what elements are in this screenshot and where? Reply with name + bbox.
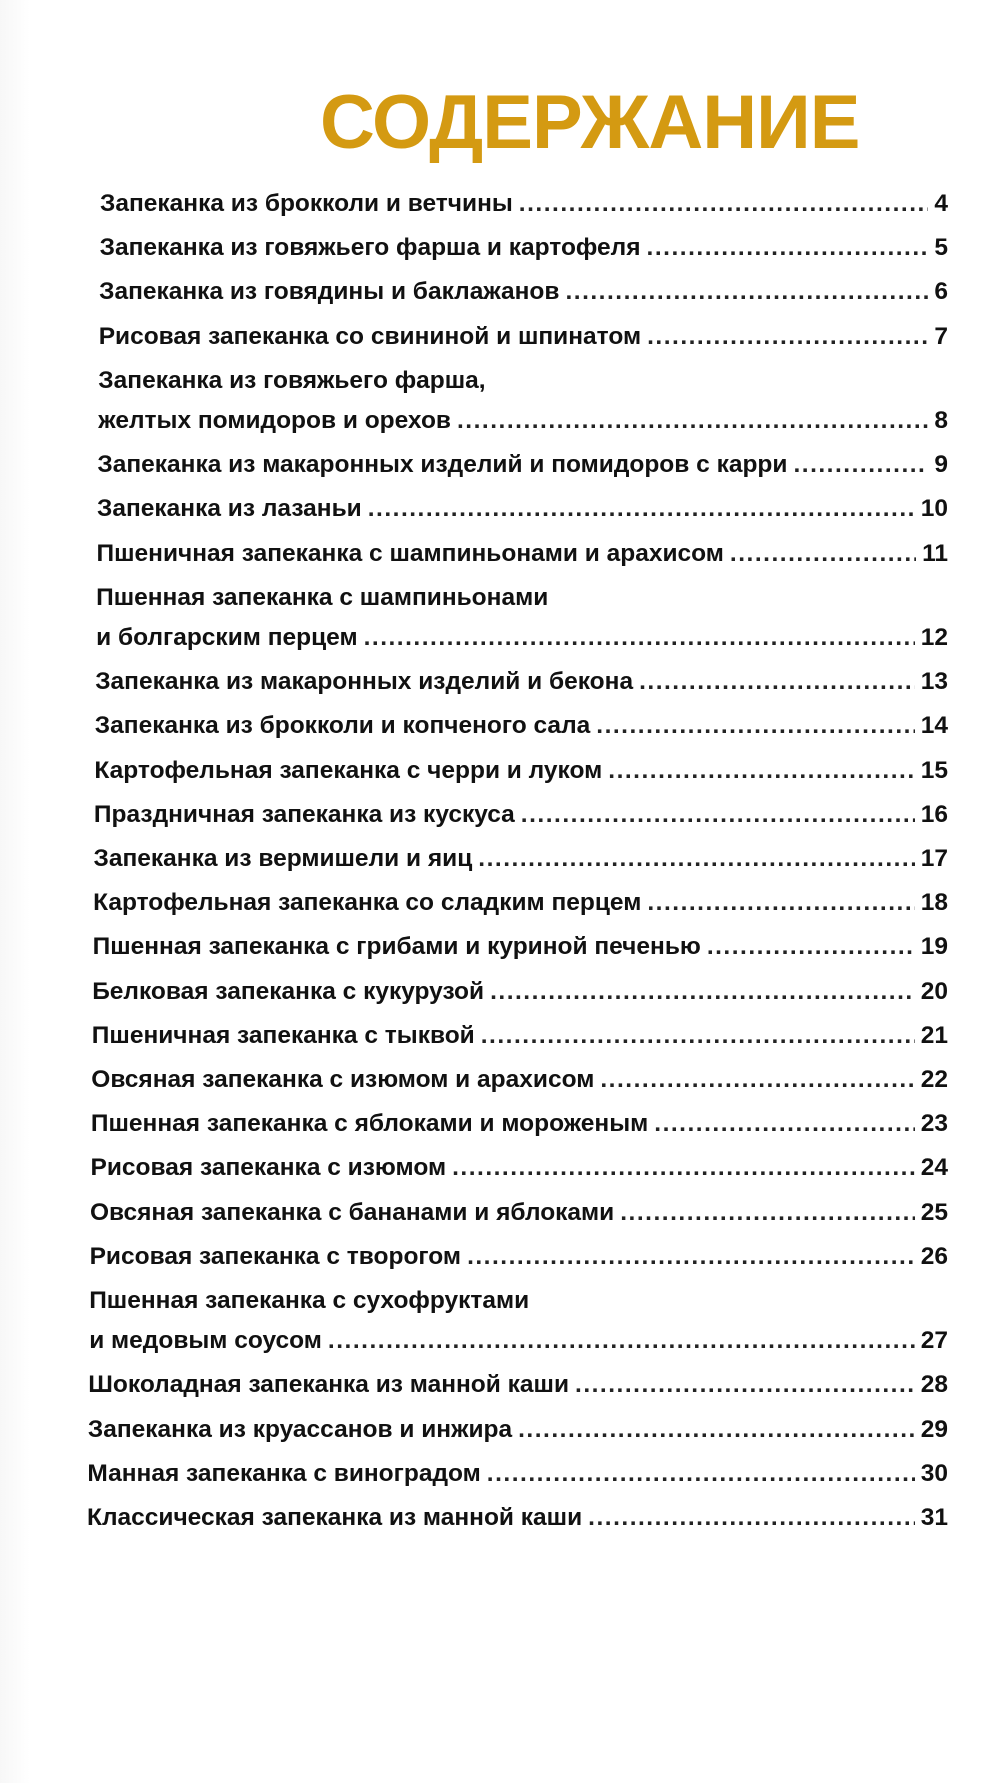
toc-entry-row <box>91 1060 948 1100</box>
toc-entry-title: Шоколадная запеканка из манной каши <box>88 1371 570 1399</box>
toc-entry <box>91 1060 948 1100</box>
toc-entry-title: Овсяная запеканка с изюмом и арахисом <box>91 1066 595 1093</box>
toc-entry-title: желтых помидоров и орехов <box>98 406 451 434</box>
toc-entry-row <box>88 1410 948 1450</box>
toc-entry-title: и болгарским перцем <box>96 623 358 651</box>
toc-entry-title: Запеканка из говядины и баклажанов <box>99 278 560 306</box>
toc-page-number: 25 <box>920 1198 948 1226</box>
toc-entry-title: Запеканка из брокколи и копченого сала <box>94 712 591 740</box>
toc-entry-row <box>93 883 948 923</box>
dot-leader <box>639 662 915 702</box>
toc-entry-row <box>91 1148 949 1188</box>
toc-entry-row <box>98 401 948 441</box>
toc-entry-row <box>90 1193 948 1233</box>
toc-page-number: 20 <box>920 977 948 1005</box>
toc-page-number: 22 <box>920 1066 948 1093</box>
dot-leader <box>457 401 928 441</box>
toc-page-number: 29 <box>920 1415 948 1443</box>
toc-page-number: 23 <box>920 1110 948 1138</box>
toc-entry-row <box>88 1365 948 1405</box>
toc-entry <box>97 534 949 574</box>
toc-entry-title: Запеканка из лазаньи <box>97 495 362 523</box>
toc-entry-title: Запеканка из круассанов и инжира <box>87 1415 513 1443</box>
toc-page-number: 30 <box>920 1459 948 1487</box>
toc-entry-row <box>100 228 948 268</box>
toc-entry-title: Запеканка из брокколи и ветчины <box>100 190 513 217</box>
dot-leader <box>487 1454 915 1494</box>
toc-page-number: 21 <box>920 1021 948 1049</box>
dot-leader <box>654 1104 914 1144</box>
toc-page-number: 27 <box>920 1327 948 1354</box>
toc-entry-row <box>93 927 948 967</box>
toc-entry-title: Картофельная запеканка с черри и луком <box>94 756 603 784</box>
dot-leader <box>707 927 915 967</box>
toc-entry <box>90 1237 948 1277</box>
toc-entry <box>91 1104 948 1144</box>
toc-page-number: 7 <box>934 322 948 350</box>
dot-leader <box>518 1410 915 1450</box>
toc-entry-row <box>100 184 948 224</box>
toc-entry-title: Запеканка из вермишели и яиц <box>93 845 473 872</box>
toc-entry-row <box>95 662 948 702</box>
toc-page-number: 10 <box>920 495 948 523</box>
dot-leader <box>730 534 916 574</box>
dot-leader <box>793 445 928 485</box>
toc-entry <box>96 578 948 658</box>
toc-entry-title-line: Пшенная запеканка с шампиньонами <box>96 583 549 611</box>
dot-leader <box>490 972 915 1012</box>
toc-page-number: 9 <box>934 451 948 479</box>
toc-entry-row <box>94 839 949 879</box>
toc-entry-title: Пшеничная запеканка с шампиньонами и арахисом <box>96 539 724 567</box>
toc-entry <box>98 361 948 441</box>
toc-entry <box>89 1281 948 1361</box>
dot-leader <box>565 272 928 312</box>
toc-entry <box>92 1016 948 1056</box>
toc-entry-title: Запеканка из макаронных изделий и помидоров с карри <box>97 451 788 479</box>
toc-entry <box>94 795 948 835</box>
toc-entry-title: Пшенная запеканка с яблоками и мороженым <box>90 1110 649 1138</box>
toc-entry <box>94 751 948 791</box>
toc-entry <box>93 927 948 967</box>
toc-page-number: 26 <box>920 1242 948 1270</box>
toc-entry-title: Картофельная запеканка со сладким перцем <box>93 889 642 917</box>
toc-page-number: 16 <box>920 800 948 828</box>
toc-entry-row <box>97 534 949 574</box>
dot-leader <box>519 184 929 224</box>
toc-page-number: 4 <box>934 190 948 217</box>
toc-entry-title: Манная запеканка с виноградом <box>87 1459 481 1487</box>
dot-leader <box>620 1193 914 1233</box>
toc-entry-title: Праздничная запеканка из кускуса <box>93 800 515 828</box>
toc-entry-row <box>94 751 948 791</box>
dot-leader <box>647 228 929 268</box>
toc-page-number: 18 <box>920 889 948 917</box>
dot-leader <box>368 489 915 529</box>
dot-leader <box>608 751 914 791</box>
toc-page-number: 17 <box>920 845 948 872</box>
toc-entry-row <box>92 1016 948 1056</box>
dot-leader <box>481 1016 915 1056</box>
toc-entry-title: Классическая запеканка из манной каши <box>87 1504 583 1531</box>
toc-page-number: 19 <box>920 933 948 961</box>
toc-page-number: 31 <box>920 1504 948 1531</box>
toc-entry <box>97 489 948 529</box>
toc-entry <box>92 972 948 1012</box>
toc-entry <box>95 662 948 702</box>
toc-page-number: 13 <box>920 668 948 696</box>
toc-entry-title-line: Пшенная запеканка с сухофруктами <box>89 1287 530 1314</box>
dot-leader <box>600 1060 914 1100</box>
toc-entry-title: Рисовая запеканка с изюмом <box>90 1154 447 1182</box>
dot-leader <box>647 317 928 357</box>
toc-entry-row <box>97 445 948 485</box>
toc-page-number: 24 <box>920 1154 948 1182</box>
toc-entry <box>88 1365 948 1405</box>
toc-entry-row <box>96 618 948 658</box>
dot-leader <box>467 1237 915 1277</box>
toc-entry-title: Белковая запеканка с кукурузой <box>92 977 485 1005</box>
toc-entry-row <box>92 972 948 1012</box>
toc-entry-title: Запеканка из говяжьего фарша и картофеля <box>99 234 641 262</box>
toc-page-number: 28 <box>920 1371 948 1399</box>
toc-page-number: 8 <box>934 406 948 434</box>
toc-entry-row <box>99 272 948 312</box>
toc-page-number: 6 <box>934 278 948 306</box>
toc-entry <box>88 1410 948 1450</box>
toc-entry-title: и медовым соусом <box>89 1327 322 1354</box>
toc-entry-row <box>97 489 948 529</box>
toc-entry-row <box>89 1321 948 1361</box>
toc-entry <box>87 1454 948 1494</box>
dot-leader <box>588 1498 915 1538</box>
toc-entry-title: Рисовая запеканка со свининой и шпинатом <box>98 322 642 350</box>
toc-entry-row <box>90 1237 948 1277</box>
page-title: СОДЕРЖАНИЕ <box>320 80 860 165</box>
toc-entry-title: Пшенная запеканка с грибами и куриной печенью <box>92 933 701 961</box>
toc-entry-row <box>87 1498 948 1538</box>
toc-entry-title-line: Запеканка из говяжьего фарша, <box>98 366 486 394</box>
toc-entry-row <box>99 317 948 357</box>
toc-entry-row <box>91 1104 948 1144</box>
toc-entry <box>93 883 948 923</box>
toc-entry <box>97 445 948 485</box>
toc-entry-title: Запеканка из макаронных изделий и бекона <box>95 668 634 696</box>
toc-page-number: 12 <box>920 623 948 651</box>
dot-leader <box>328 1321 915 1361</box>
toc-entry-row <box>94 795 948 835</box>
toc-page-number: 14 <box>920 712 948 740</box>
dot-leader <box>478 839 914 879</box>
toc-page-number: 5 <box>934 234 948 262</box>
toc-entry <box>100 184 948 224</box>
toc-entry <box>87 1498 948 1538</box>
toc-page-number: 11 <box>922 539 948 567</box>
toc-entry-title: Рисовая запеканка с творогом <box>89 1242 462 1270</box>
dot-leader <box>647 883 914 923</box>
dot-leader <box>596 706 914 746</box>
toc-entry <box>99 317 948 357</box>
toc-entry <box>99 272 948 312</box>
dot-leader <box>364 618 915 658</box>
toc-page-number: 15 <box>920 756 948 784</box>
dot-leader <box>452 1148 915 1188</box>
toc-entry <box>91 1148 949 1188</box>
toc-entry-title: Пшеничная запеканка с тыквой <box>91 1021 475 1049</box>
toc-entry-title: Овсяная запеканка с бананами и яблоками <box>90 1198 615 1226</box>
toc-entry <box>94 839 949 879</box>
dot-leader <box>575 1365 915 1405</box>
toc-entry <box>95 706 948 746</box>
toc-entry <box>90 1193 948 1233</box>
dot-leader <box>521 795 915 835</box>
toc-entry <box>100 228 948 268</box>
toc-entry-row <box>95 706 948 746</box>
toc-entry-row <box>87 1454 948 1494</box>
